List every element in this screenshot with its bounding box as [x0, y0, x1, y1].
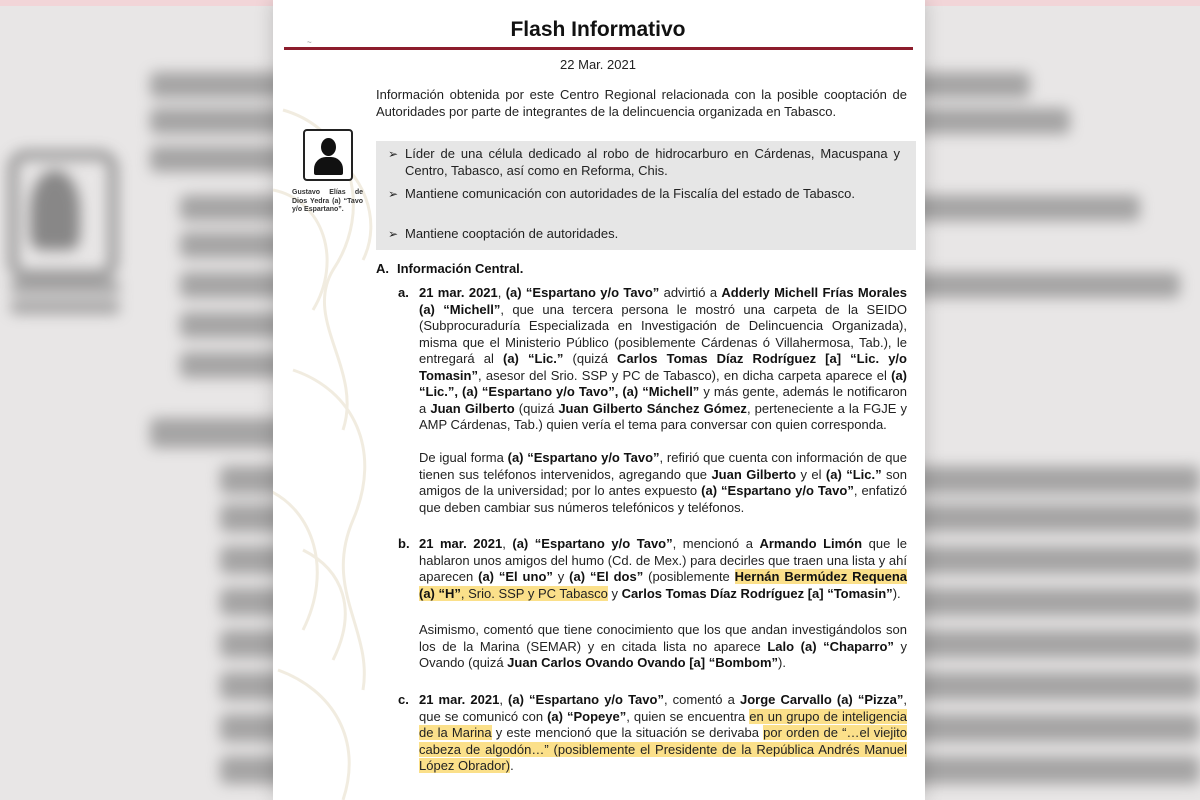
text-span: (quizá — [563, 351, 618, 366]
alias-text: (a) “Lic.”, (a) “Espartano y/o Tavo”, (a) “Michell” — [419, 367, 907, 399]
text-span: , — [497, 285, 506, 300]
alias-text: (a) “Espartano y/o Tavo” — [508, 692, 664, 707]
text-span: y Ovando (quizá — [419, 638, 907, 670]
text-span: , enfatizó que deben cambiar sus números telefónicos y teléfonos. — [419, 483, 907, 515]
item-label-b: b. — [398, 536, 410, 551]
text-span: ). — [892, 585, 901, 601]
text-span: , — [499, 692, 509, 707]
name-text: Juan Gilberto — [430, 400, 515, 416]
paragraph-a1 — [419, 285, 907, 434]
summary-item-text: Líder de una célula dedicado al robo de hidrocarburo en Cárdenas, Macuspana y Centro, Tabasco, así como en Reforma, Chis. — [405, 146, 900, 178]
name-text: Juan Gilberto Sánchez Gómez — [558, 400, 747, 416]
text-span: y este mencionó que la situación se derivaba — [491, 725, 764, 740]
name-text: Carlos Tomas Díaz Rodríguez [a] “Tomasin” — [621, 585, 893, 601]
avatar-body — [314, 157, 343, 175]
text-span: , asesor del Srio. SSP y PC de Tabasco), en dicha carpeta aparece el — [478, 367, 892, 383]
alias-text: (a) “Espartano y/o Tavo” — [701, 483, 854, 498]
alias-text: (a) “Espartano y/o Tavo” — [512, 536, 673, 551]
name-text: Armando Limón — [759, 536, 863, 551]
photo-caption: Gustavo Elías de Dios Yedra (a) “Tavo y/o Espartano”. — [292, 189, 363, 213]
paragraph-a2 — [419, 450, 907, 516]
name-text: Carlos Tomas Díaz Rodríguez [a] “Lic. y/o Tomasin” — [419, 351, 907, 383]
alias-text: Lalo (a) “Chaparro” — [767, 638, 894, 654]
text-span: y más gente, además le notificaron a — [419, 384, 907, 416]
text-span: , quien se encuentra — [626, 708, 750, 724]
text-span: Asimismo, comentó que tiene conocimiento que los que andan investigándolos son los de la Marina (SEMAR) y en citada lista no aparece — [419, 622, 907, 654]
date-text: 21 mar. 2021 — [419, 692, 500, 707]
text-span: (posiblemente — [643, 569, 735, 584]
summary-item-text: Mantiene cooptación de autoridades. — [405, 226, 619, 241]
summary-item — [378, 186, 900, 203]
arrow-bullet-icon: ➢ — [388, 187, 399, 201]
highlighted-text: en un grupo de inteligencia de la Marina — [419, 708, 907, 740]
date-text: 21 mar. 2021 — [419, 285, 498, 300]
text-span: (quizá — [514, 400, 559, 416]
document-title: Flash Informativo — [510, 18, 686, 41]
paragraph-b2 — [419, 622, 907, 672]
summary-item — [378, 146, 900, 179]
text-span: y — [607, 585, 622, 601]
person-avatar — [303, 129, 353, 181]
section-letter: A. — [376, 261, 389, 276]
date-text: 21 mar. 2021 — [419, 536, 503, 551]
alias-text: (a) “Lic.” — [503, 351, 564, 366]
text-span: De igual forma — [419, 450, 508, 465]
text-span: , — [502, 536, 513, 551]
document-date: 22 Mar. 2021 — [560, 57, 636, 72]
alias-text: (a) “Espartano y/o Tavo” — [505, 285, 660, 300]
header-mark: ~ — [307, 38, 312, 47]
alias-text: (a) “El uno” — [478, 569, 553, 584]
paragraph-b1 — [419, 536, 907, 602]
text-span: ). — [778, 655, 786, 670]
text-span: , perteneciente a la FGJE y AMP Cárdenas, Tab.) quien vería el tema para conversar con quien corresponda. — [419, 400, 907, 432]
alias-text: (a) “El dos” — [569, 569, 644, 584]
highlighted-text: , Srio. SSP y PC Tabasco — [460, 585, 608, 601]
text-span: , comentó a — [663, 692, 740, 707]
highlighted-text: por orden de “…el viejito cabeza de algodón…” (posiblemente el Presidente de la República Andrés Manuel López Obrador) — [419, 725, 907, 773]
section-heading — [376, 261, 523, 276]
name-text: Juan Gilberto — [711, 466, 797, 482]
text-span: advirtió a — [659, 285, 722, 300]
text-span: y el — [796, 466, 826, 482]
text-span: . — [510, 758, 514, 773]
alias-text: (a) “Espartano y/o Tavo” — [507, 450, 660, 465]
arrow-bullet-icon: ➢ — [388, 227, 399, 241]
text-span: que le hablaron unos amigos del humo (Cd. de Mex.) para decirles que traen una lista y ahí aparecen — [419, 536, 907, 584]
text-span: , mencionó a — [672, 536, 760, 551]
arrow-bullet-icon: ➢ — [388, 147, 399, 161]
item-label-c: c. — [398, 692, 409, 707]
summary-box — [376, 141, 916, 250]
highlighted-name: Hernán Bermúdez Requena (a) “H” — [419, 569, 907, 601]
avatar-head — [321, 138, 336, 156]
paragraph-c1 — [419, 692, 907, 775]
name-text: Adderly Michell Frías Morales (a) “Michell” — [419, 285, 907, 317]
section-title: Información Central. — [397, 261, 524, 276]
text-span: , refirió que cuenta con información de que tienen sus teléfonos intervenidos, agregando que — [419, 450, 907, 482]
text-span: , que se comunicó con — [419, 692, 907, 724]
alias-text: (a) “Popeye” — [547, 708, 627, 724]
summary-item — [378, 226, 900, 243]
item-label-a: a. — [398, 285, 409, 300]
alias-text: (a) “Lic.” — [825, 466, 882, 482]
summary-item-text: Mantiene comunicación con autoridades de la Fiscalía del estado de Tabasco. — [405, 186, 855, 201]
name-text: Jorge Carvallo (a) “Pizza” — [739, 692, 904, 707]
intro-paragraph: Información obtenida por este Centro Regional relacionada con la posible cooptación de Autoridades por parte de integrantes de la delincuencia organizada en Tabasco. — [376, 87, 907, 119]
text-span: , que una tercera persona le mostró una carpeta de la SEIDO (Subprocuraduría Especializada en Investigación de Delincuencia Organizada), misma que el Ministerio Público (posiblemente Cárdenas ó Villahermosa, Tab.), le entregará al — [419, 301, 907, 366]
text-span: son amigos de la universidad; por lo antes expuesto — [419, 466, 907, 498]
document-page — [273, 0, 925, 800]
title-rule — [284, 47, 913, 50]
name-text: Juan Carlos Ovando Ovando [a] “Bombom” — [507, 655, 779, 670]
text-span: y — [552, 569, 570, 584]
